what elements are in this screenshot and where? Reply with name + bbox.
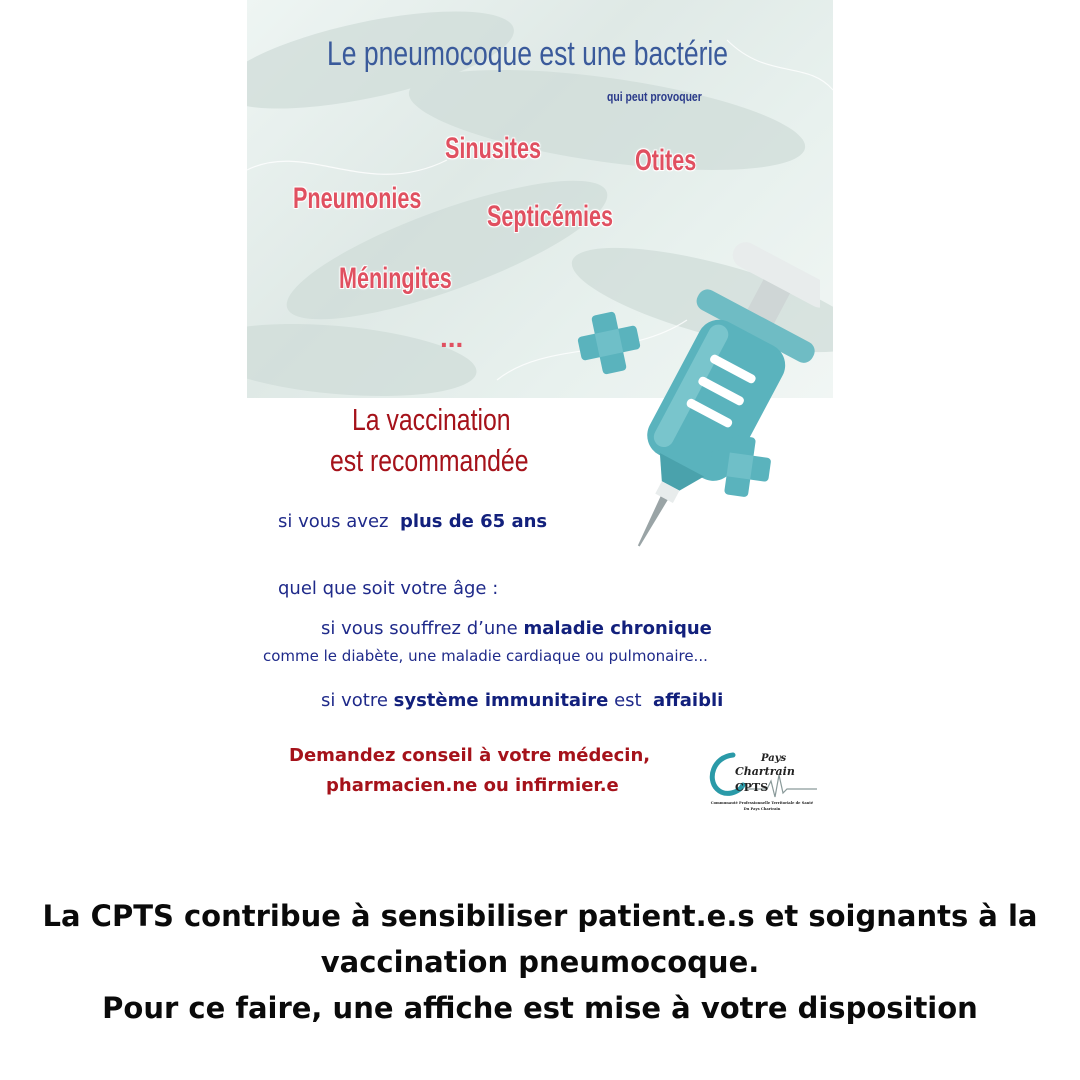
logo-pays: Pays <box>761 753 787 764</box>
medical-cross-icon <box>573 307 645 379</box>
cta-line2: pharmacien.ne ou infirmier.e <box>326 775 619 796</box>
vaccination-line1: La vaccination <box>352 402 511 437</box>
syringe-icon <box>560 230 820 560</box>
logo-cpts: CPTS <box>735 781 769 794</box>
post-caption <box>0 893 1080 1031</box>
age-bold: plus de 65 ans <box>399 511 548 532</box>
disease-sinusites: Sinusites <box>445 132 542 165</box>
cpts-logo-graphic <box>705 745 820 815</box>
immune-bold2: affaibli <box>653 690 724 711</box>
age-criterion <box>278 511 547 532</box>
age-prefix: si vous avez <box>278 511 389 532</box>
chronic-bold: maladie chronique <box>523 618 712 639</box>
disease-otites: Otites <box>635 144 697 177</box>
poster-title: Le pneumocoque est une bactérie <box>327 35 729 73</box>
disease-ellipsis: ... <box>440 322 464 353</box>
chronic-examples: comme le diabète, une maladie cardiaque ou pulmonaire... <box>263 647 708 665</box>
disease-septicemies: Septicémies <box>487 200 614 233</box>
any-age-heading: quel que soit votre âge : <box>278 578 499 599</box>
caption-line3: Pour ce faire, une affiche est mise à votre disposition <box>102 991 978 1025</box>
immune-bold: système immunitaire <box>393 690 609 711</box>
poster-subtitle: qui peut provoquer <box>607 89 702 104</box>
immune-criterion <box>321 690 723 711</box>
disease-pneumonies: Pneumonies <box>293 182 422 215</box>
vaccination-line2: est recommandée <box>330 443 529 478</box>
chronic-criterion <box>321 618 712 639</box>
medical-cross-icon <box>704 430 776 502</box>
caption-line1: La CPTS contribue à sensibiliser patient.e.s et soignants à la <box>42 899 1038 933</box>
disease-meningites: Méningites <box>339 262 452 295</box>
immune-mid: est <box>614 690 642 711</box>
chronic-prefix: si vous souffrez d’une <box>321 618 518 639</box>
logo-caption2: Du Pays Chartrain <box>743 807 781 811</box>
immune-prefix: si votre <box>321 690 388 711</box>
logo-chartrain: Chartrain <box>735 765 795 778</box>
logo-caption1: Communauté Professionnelle Territoriale de Santé <box>710 801 814 805</box>
caption-line2: vaccination pneumocoque. <box>320 945 760 979</box>
cpts-logo <box>705 745 820 815</box>
cta-line1: Demandez conseil à votre médecin, <box>289 745 651 766</box>
